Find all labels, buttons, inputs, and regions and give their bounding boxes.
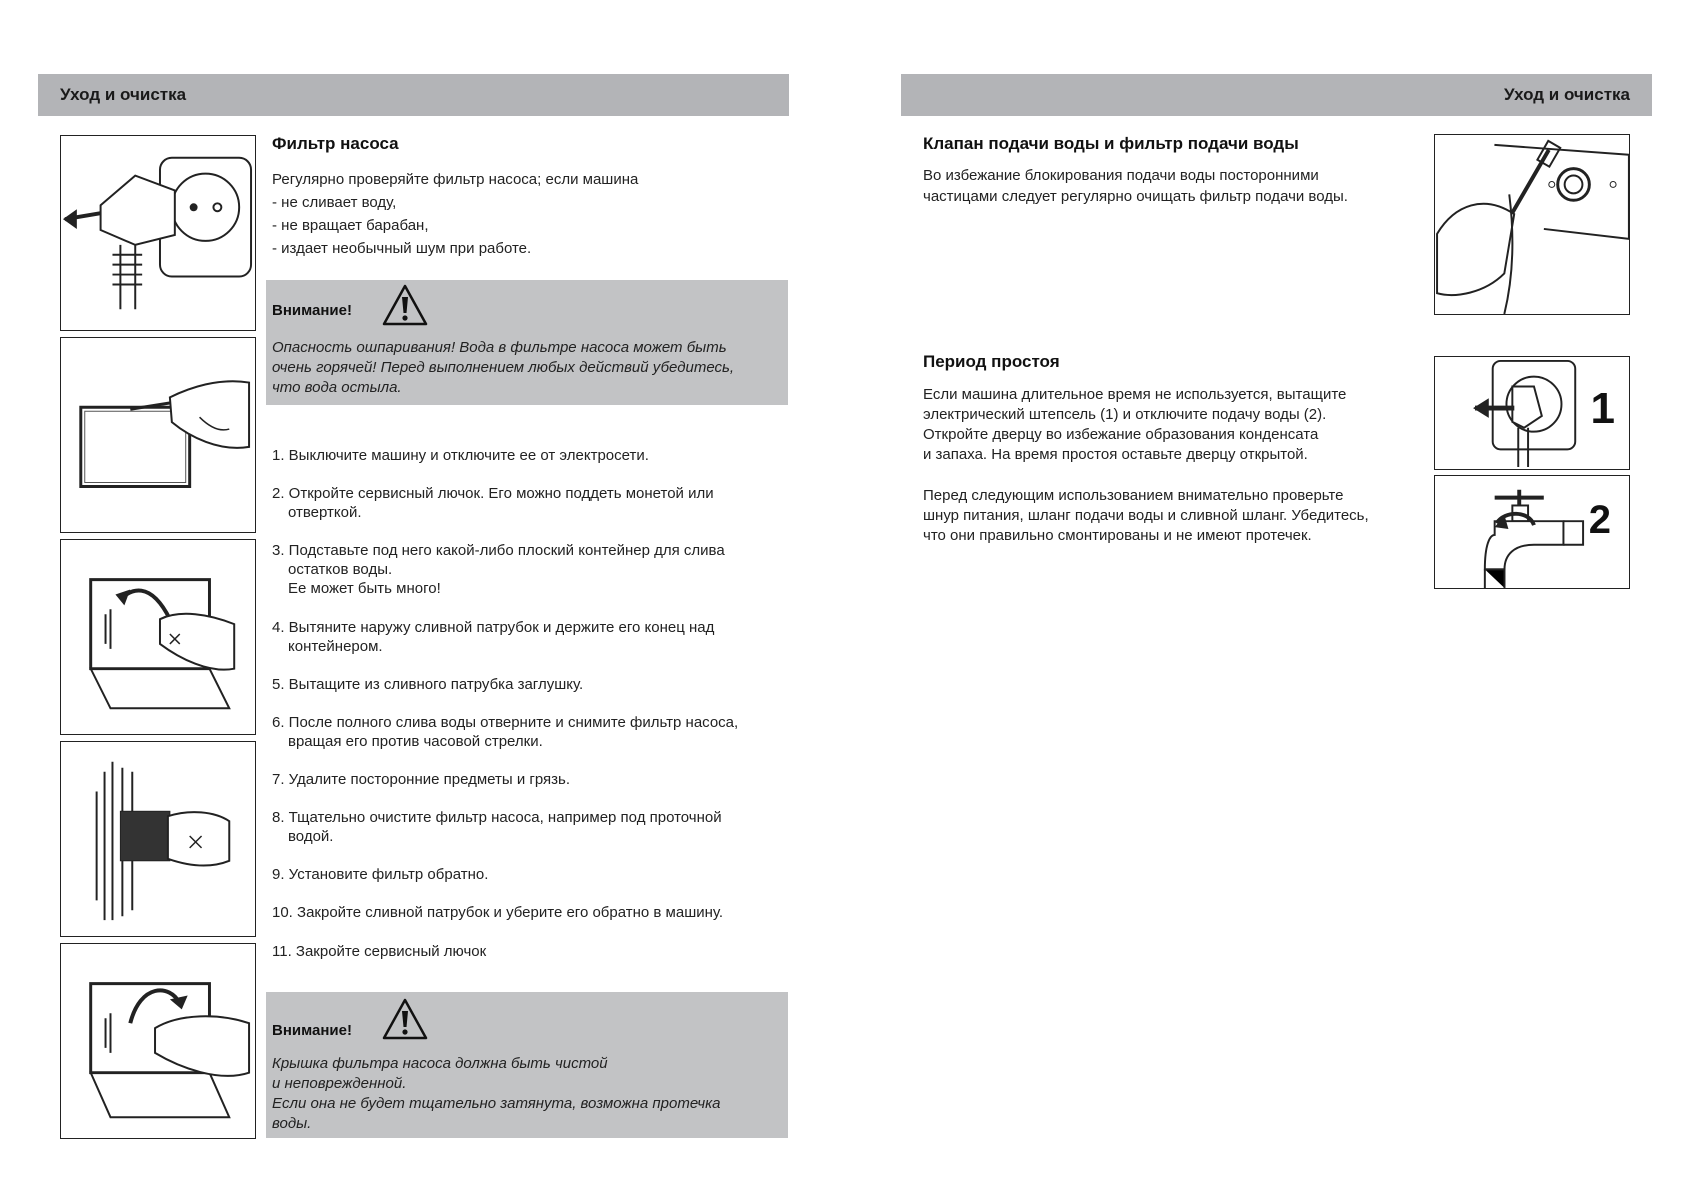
step-item	[272, 808, 722, 846]
warning-triangle-icon	[381, 997, 429, 1041]
warning-line: Опасность ошпаривания! Вода в фильтре насоса может быть	[272, 339, 727, 356]
step-line: отверткой.	[288, 504, 362, 521]
drain-hose-illustration	[61, 540, 255, 734]
pump-filter-title: Фильтр насоса	[272, 134, 399, 153]
warning-line: воды.	[272, 1115, 312, 1132]
step-line: остатков воды.	[288, 561, 393, 578]
step-item	[272, 865, 488, 884]
step-line: 8. Тщательно очистите фильтр насоса, например под проточной	[272, 809, 722, 826]
figure-label-1: 1	[1590, 384, 1615, 433]
intro-line: - не вращает барабан,	[272, 217, 429, 234]
intro-line: - не сливает воду,	[272, 194, 397, 211]
step-line: 1. Выключите машину и отключите ее от электросети.	[272, 447, 649, 464]
right-header-bar: Уход и очистка	[901, 74, 1652, 116]
step-item	[272, 675, 583, 694]
idle-period-title: Период простоя	[923, 352, 1060, 371]
idle-period-para2	[923, 486, 1369, 546]
step-line: 5. Вытащите из сливного патрубка заглушку.	[272, 676, 584, 693]
step-line: 10. Закройте сливной патрубок и уберите его обратно в машину.	[272, 904, 724, 921]
warning-line: Если она не будет тщательно затянута, возможна протечка	[272, 1095, 721, 1112]
pump-filter-intro	[272, 168, 638, 260]
step-line: водой.	[288, 828, 334, 845]
right-page	[842, 0, 1684, 1190]
step-line: контейнером.	[288, 638, 383, 655]
warning-box-hot-water	[266, 280, 788, 405]
warning-box-filter-cap	[266, 992, 788, 1138]
step-item	[272, 942, 486, 961]
warning-line: очень горячей! Перед выполнением любых действий убедитесь,	[272, 359, 735, 376]
step-line: 9. Установите фильтр обратно.	[272, 866, 489, 883]
warning-line: Крышка фильтра насоса должна быть чистой	[272, 1055, 608, 1072]
step-line: вращая его против часовой стрелки.	[288, 733, 543, 750]
text-line: что они правильно смонтированы и не имеют протечек.	[923, 527, 1312, 544]
figure-rinse-filter	[60, 741, 256, 937]
figure-label-2: 2	[1588, 498, 1611, 542]
step-line: Ее может быть много!	[288, 580, 441, 597]
step-item	[272, 713, 738, 751]
hatch-closing-illustration	[61, 944, 255, 1138]
left-header-bar: Уход и очистка	[38, 74, 789, 116]
step-item	[272, 903, 723, 922]
intro-line: Регулярно проверяйте фильтр насоса; если машина	[272, 171, 639, 188]
warning-title: Внимание!	[272, 302, 352, 319]
text-line: шнур питания, шланг подачи воды и сливной шланг. Убедитесь,	[923, 507, 1369, 524]
step-line: 11. Закройте сервисный лючок	[272, 943, 487, 960]
step-line: 6. После полного слива воды отверните и снимите фильтр насоса,	[272, 714, 739, 731]
step-line: 7. Удалите посторонние предметы и грязь.	[272, 771, 571, 788]
step-item	[272, 446, 649, 465]
warning-title: Внимание!	[272, 1022, 352, 1039]
text-line: Перед следующим использованием внимательно проверьте	[923, 487, 1344, 504]
figure-open-hatch	[60, 337, 256, 533]
warning-triangle-icon	[381, 283, 429, 327]
inlet-valve-text	[923, 165, 1348, 207]
warning-text	[272, 338, 734, 398]
step-line: 2. Откройте сервисный лючок. Его можно поддеть монетой или	[272, 485, 714, 502]
text-line: и запаха. На время простоя оставьте дверцу открытой.	[923, 446, 1308, 463]
warning-text	[272, 1054, 721, 1134]
inlet-valve-title: Клапан подачи воды и фильтр подачи воды	[923, 134, 1299, 153]
text-line: Откройте дверцу во избежание образования конденсата	[923, 426, 1319, 443]
hatch-opening-illustration	[61, 338, 255, 532]
step-item	[272, 770, 570, 789]
step-line: 4. Вытяните наружу сливной патрубок и держите его конец над	[272, 619, 715, 636]
text-line: Во избежание блокирования подачи воды посторонними	[923, 167, 1319, 184]
step-item	[272, 618, 714, 656]
step-line: 3. Подставьте под него какой-либо плоский контейнер для слива	[272, 542, 725, 559]
step-item	[272, 484, 714, 522]
figure-close-hatch	[60, 943, 256, 1139]
plug-socket-illustration	[61, 136, 255, 330]
warning-line: и неповрежденной.	[272, 1075, 407, 1092]
step-item	[272, 541, 725, 598]
text-line: Если машина длительное время не используется, вытащите	[923, 386, 1347, 403]
toothbrush-cleaning-illustration	[1435, 135, 1629, 314]
figure-unplug-1	[1434, 356, 1630, 470]
warning-line: что вода остыла.	[272, 379, 402, 396]
filter-rinse-illustration	[61, 742, 255, 936]
figure-clean-inlet-filter	[1434, 134, 1630, 315]
figure-unplug	[60, 135, 256, 331]
figure-water-tap-2	[1434, 475, 1630, 589]
text-line: частицами следует регулярно очищать фильтр подачи воды.	[923, 188, 1348, 205]
text-line: электрический штепсель (1) и отключите подачу воды (2).	[923, 406, 1327, 423]
intro-line: - издает необычный шум при работе.	[272, 240, 532, 257]
idle-period-para1	[923, 385, 1346, 465]
figure-drain-hose	[60, 539, 256, 735]
